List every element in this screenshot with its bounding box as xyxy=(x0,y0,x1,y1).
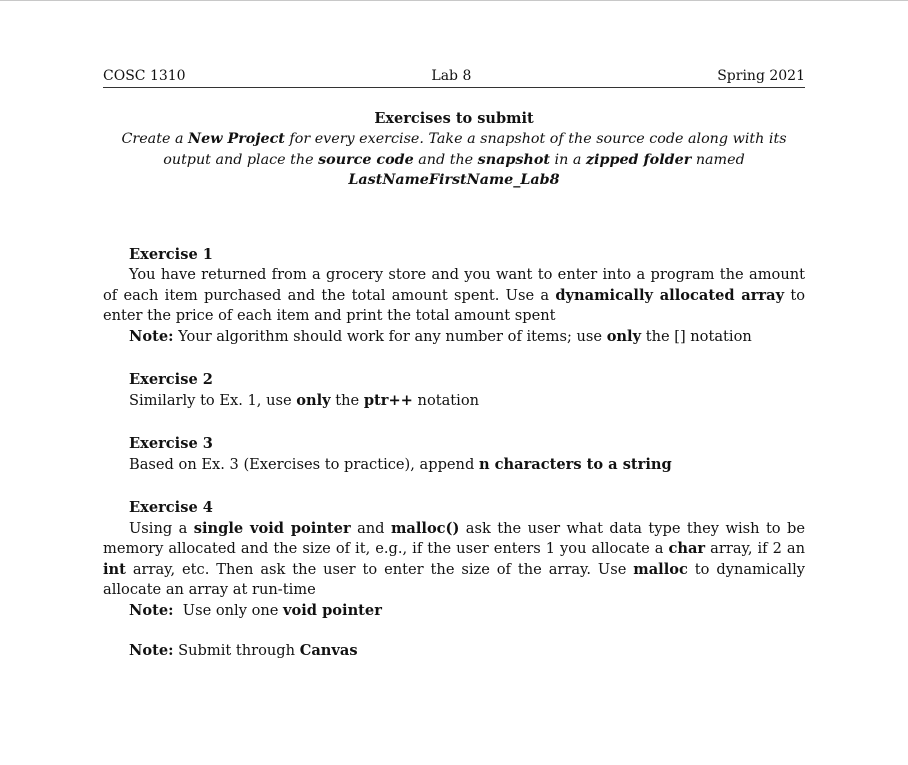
intro-text: for every exercise. Take a snapshot of the source code along with its output and place the xyxy=(163,131,787,168)
note-label: Note: xyxy=(129,327,174,345)
body-emph: ptr++ xyxy=(363,391,413,409)
body-text: array, etc. Then ask the user to enter the size of the array. Use xyxy=(125,560,634,578)
intro-emph: New Project xyxy=(188,131,285,147)
intro-text: named xyxy=(691,151,745,168)
body-text: You have returned from a grocery store and you want to enter into a program the amount of each item purchased and the total amount spent. Use a xyxy=(103,266,805,304)
section-title: Exercises to submit xyxy=(374,110,534,127)
exercise-4-heading: Exercise 4 xyxy=(129,499,213,516)
body-text: Using a xyxy=(129,519,194,537)
header-term: Spring 2021 xyxy=(717,68,805,84)
header-course: COSC 1310 xyxy=(103,68,186,84)
body-emph: single void pointer xyxy=(193,519,351,537)
intro-emph: zipped folder xyxy=(585,151,692,168)
body-emph: only xyxy=(296,391,331,409)
exercise-4 xyxy=(103,498,805,621)
running-header xyxy=(103,66,805,88)
body-emph: dynamically allocated array xyxy=(555,286,785,304)
body-text: to enter the price of each item and print the total amount spent xyxy=(103,286,805,324)
exercise-2-body xyxy=(103,391,805,412)
submission-note xyxy=(103,641,805,662)
note-emph: Canvas xyxy=(299,642,358,659)
intro-paragraph xyxy=(117,129,791,191)
body-text: notation xyxy=(412,391,480,409)
body-emph: n characters to a string xyxy=(478,455,672,473)
exercise-2-heading: Exercise 2 xyxy=(129,371,213,388)
document-page xyxy=(103,66,805,662)
note-text: Use only one xyxy=(173,601,284,619)
intro-text: Create a xyxy=(121,131,189,147)
note-emph: only xyxy=(606,327,642,345)
exercise-4-note xyxy=(103,601,805,622)
body-text: ask the user what data type they wish to be memory allocated and the size of it, e.g., if the user enters 1 you allocate a xyxy=(103,519,805,557)
exercise-3-heading: Exercise 3 xyxy=(129,435,213,452)
note-label: Note: xyxy=(129,601,174,619)
body-emph: char xyxy=(668,540,706,557)
body-emph: malloc() xyxy=(390,519,460,537)
note-text: the [] notation xyxy=(641,327,752,345)
body-text: the xyxy=(330,391,364,409)
note-label: Note: xyxy=(129,642,174,659)
exercise-1-note xyxy=(103,327,805,348)
top-border xyxy=(0,0,908,1)
exercise-3-body xyxy=(103,455,805,476)
exercise-2 xyxy=(103,370,805,411)
body-emph: int xyxy=(103,560,126,578)
body-text: and xyxy=(350,519,391,537)
intro-text: in a xyxy=(549,151,586,168)
body-text: Based on Ex. 3 (Exercises to practice), append xyxy=(129,455,479,473)
body-text: array, if 2 an xyxy=(705,540,806,557)
intro-emph: source code xyxy=(318,151,414,168)
note-text: Submit through xyxy=(173,642,300,659)
exercise-4-body xyxy=(103,519,805,601)
intro-emph: snapshot xyxy=(477,151,550,168)
body-text: to dynamically allocate an array at run-time xyxy=(103,560,806,598)
body-emph: malloc xyxy=(633,560,688,578)
note-text: Your algorithm should work for any number of items; use xyxy=(173,327,607,345)
intro-text: and the xyxy=(413,151,478,168)
exercise-1-body xyxy=(103,265,805,327)
header-lab: Lab 8 xyxy=(431,68,472,84)
intro-emph: LastNameFirstName_Lab8 xyxy=(348,172,560,188)
exercise-1-heading: Exercise 1 xyxy=(129,245,213,263)
note-emph: void pointer xyxy=(283,601,382,619)
body-text: Similarly to Ex. 1, use xyxy=(129,391,297,409)
exercise-1 xyxy=(103,245,805,348)
exercise-3 xyxy=(103,434,805,475)
spacer xyxy=(103,191,805,222)
